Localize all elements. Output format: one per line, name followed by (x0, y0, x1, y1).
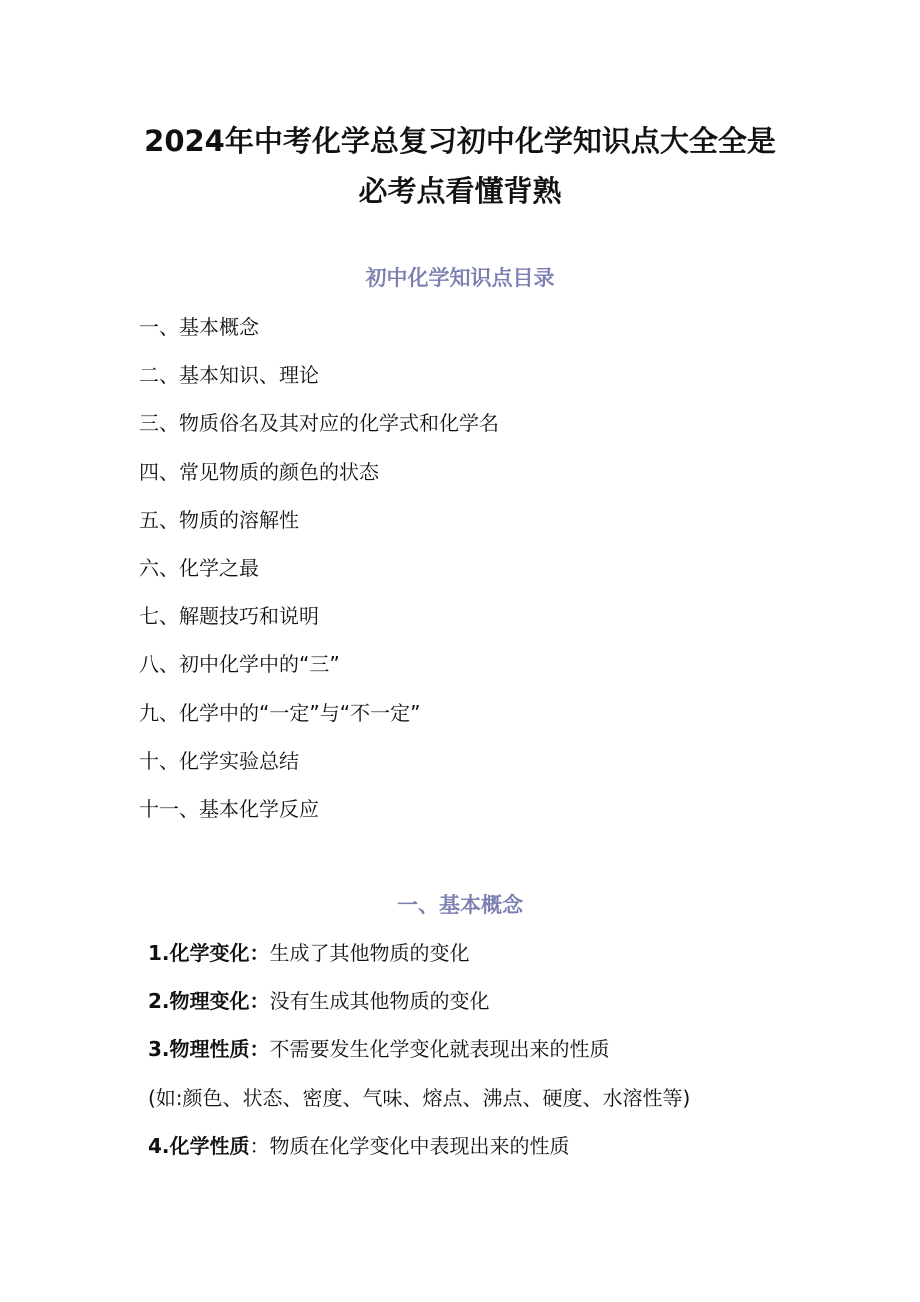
definition-term: 1.化学变化： (148, 941, 270, 965)
definition-item (148, 985, 690, 1033)
toc-item: 十、化学实验总结 (139, 748, 299, 773)
toc-item: 五、物质的溶解性 (139, 507, 299, 532)
toc-item: 二、基本知识、理论 (139, 363, 319, 388)
definition-term: 4.化学性质 (148, 1133, 250, 1158)
definition-item (148, 937, 690, 985)
definition-item (148, 1033, 690, 1081)
definition-text: 生成了其他物质的变化 (269, 941, 470, 965)
definition-text: 没有生成其他物质的变化 (269, 989, 490, 1014)
definitions-list (148, 937, 690, 1178)
toc-item: 八、初中化学中的“三” (139, 652, 340, 677)
toc-list (139, 311, 499, 841)
definition-text: (如:颜色、状态、密度、气味、熔点、沸点、硬度、水溶性等) (148, 1085, 691, 1110)
section-heading: 一、基本概念 (397, 893, 523, 917)
toc-item: 十一、基本化学反应 (139, 796, 319, 821)
toc-item: 三、物质俗名及其对应的化学式和化学名 (139, 411, 499, 436)
toc-item: 七、解题技巧和说明 (139, 604, 319, 629)
definition-text: 不需要发生化学变化就表现出来的性质 (269, 1037, 610, 1062)
definition-item (148, 1130, 690, 1178)
toc-item: 一、基本概念 (139, 315, 259, 339)
definition-note (148, 1082, 690, 1130)
toc-item: 六、化学之最 (139, 555, 259, 580)
toc-heading: 初中化学知识点目录 (365, 266, 555, 290)
document-title-line-1: 2024年中考化学总复习初中化学知识点大全全是 (144, 124, 776, 158)
document-title-line-2: 必考点看懂背熟 (358, 174, 562, 208)
toc-item: 九、化学中的“一定”与“不一定” (139, 700, 421, 725)
definition-term: 3.物理性质： (148, 1037, 270, 1062)
toc-item: 四、常见物质的颜色的状态 (139, 459, 379, 484)
definition-term: 2.物理变化： (148, 989, 270, 1014)
document-title (100, 116, 820, 216)
definition-text: ：物质在化学变化中表现出来的性质 (249, 1133, 570, 1158)
